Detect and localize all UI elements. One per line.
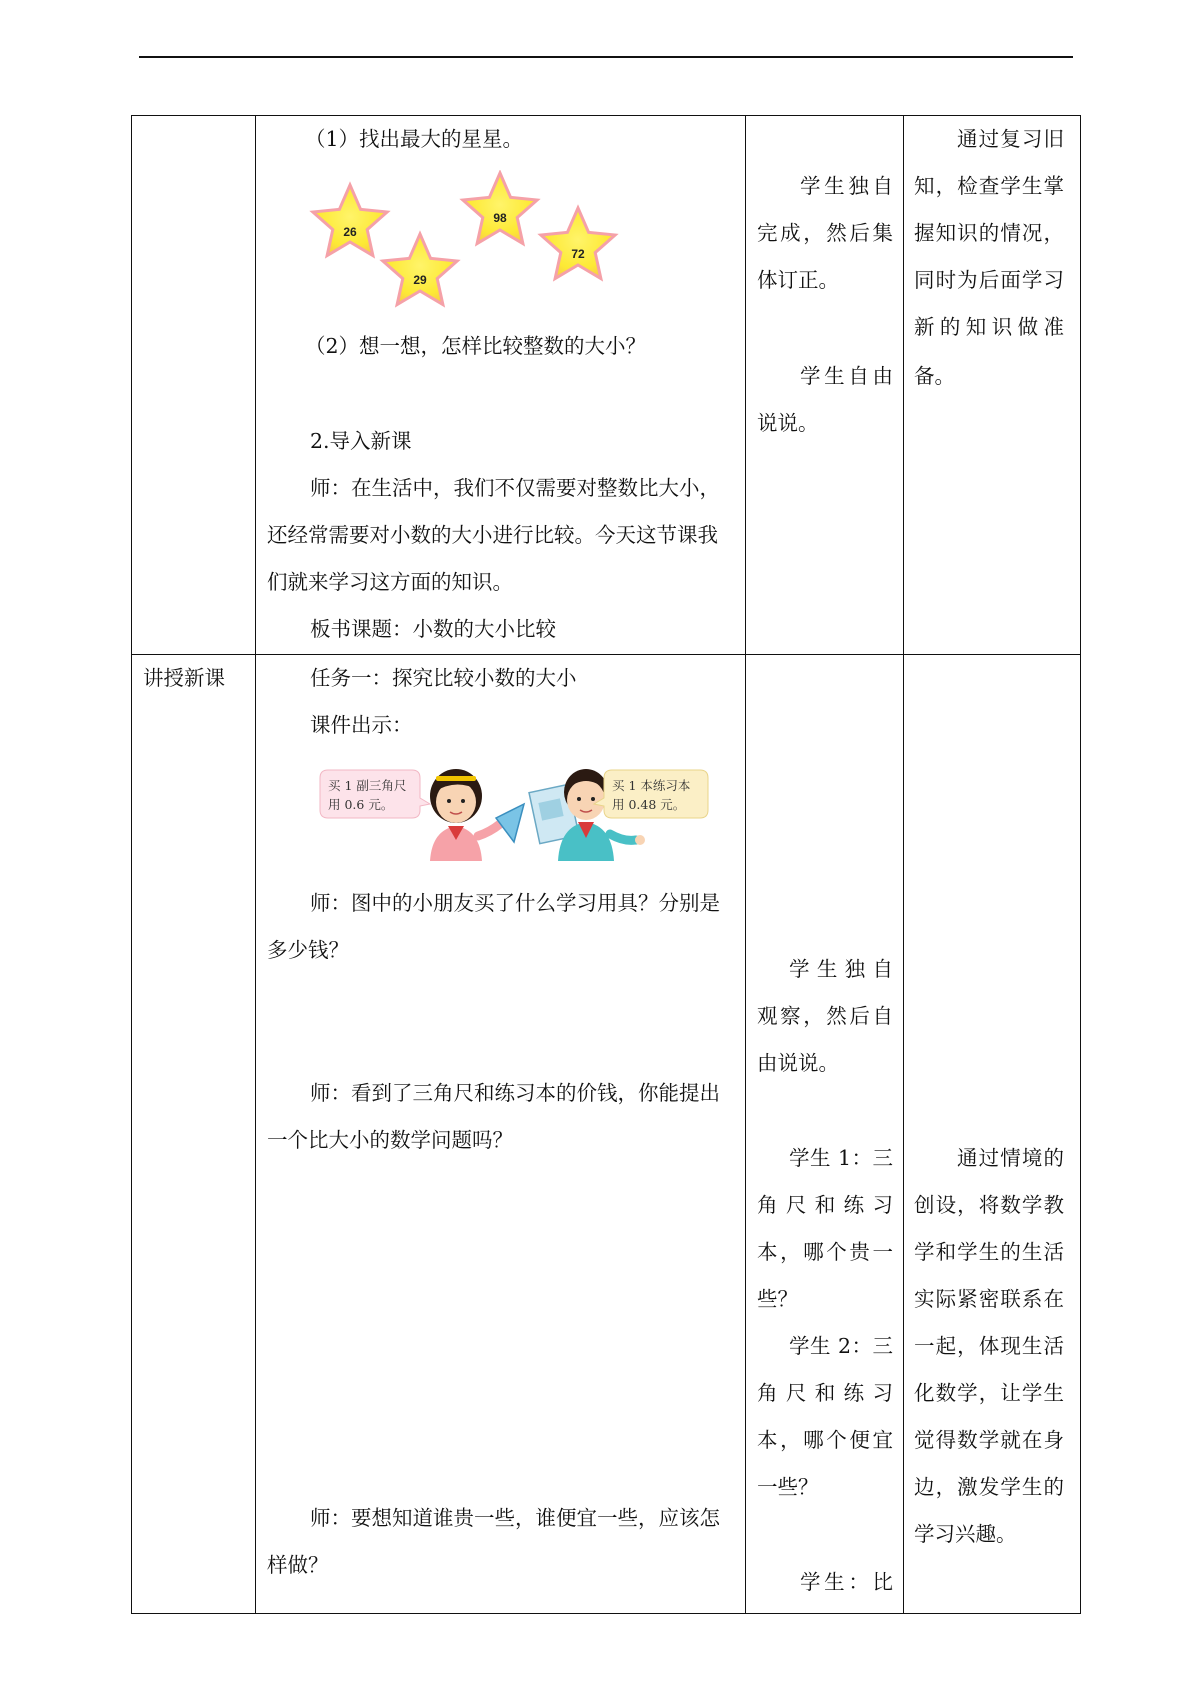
teacher-line: 师：看到了三角尺和练习本的价钱，你能提出 (310, 1081, 720, 1105)
design-intent-line: 边，激发学生的 (914, 1475, 1064, 1499)
student-activity-line: 完成，然后集 (757, 221, 893, 245)
column-divider (903, 116, 904, 1613)
student-activity-line: 观察，然后自 (757, 1004, 893, 1028)
student-activity-line: 本，哪个便宜 (757, 1428, 893, 1452)
design-intent-line: 学习兴趣。 (914, 1522, 1017, 1546)
section-label: 讲授新课 (143, 666, 225, 690)
student-activity-line: 体订正。 (757, 268, 839, 292)
student-activity-line: 角尺和练习 (757, 1193, 893, 1217)
student-activity-line: 学生自由 (800, 364, 893, 388)
stars-figure (300, 170, 640, 320)
girl-figure (430, 769, 500, 861)
bubble-text: 买 1 副三角尺 (328, 778, 407, 793)
row-divider (132, 654, 1080, 655)
design-intent-line: 握知识的情况， (914, 221, 1064, 245)
review-item-1: （1）找出最大的星星。 (305, 127, 524, 151)
bubble-text: 用 0.6 元。 (328, 797, 394, 812)
student-activity-line: 学生独自 (789, 957, 893, 981)
teacher-line: 一个比大小的数学问题吗？ (267, 1128, 513, 1152)
design-intent-line: 觉得数学就在身 (914, 1428, 1064, 1452)
shopping-illustration (318, 760, 710, 862)
review-item-2: （2）想一想，怎样比较整数的大小？ (305, 334, 647, 358)
design-intent-line: 创设，将数学教 (914, 1193, 1064, 1217)
speech-bubble-left (320, 770, 430, 818)
teacher-line: 师：图中的小朋友买了什么学习用具？分别是 (310, 891, 720, 915)
design-intent-line: 通过复习旧 (957, 127, 1064, 151)
star-label: 98 (493, 211, 507, 225)
header-rule (139, 56, 1073, 58)
student-activity-line: 学生：比 (800, 1570, 893, 1594)
student-activity-line: 角尺和练习 (757, 1381, 893, 1405)
star-label: 29 (413, 273, 427, 287)
design-intent-line: 新的知识做准 (914, 315, 1064, 339)
student-activity-line: 由说说。 (757, 1051, 839, 1075)
triangle-ruler-icon (496, 804, 524, 842)
teacher-line: 还经常需要对小数的大小进行比较。今天这节课我 (267, 523, 718, 547)
design-intent-line: 学和学生的生活 (914, 1240, 1064, 1264)
student-activity-line: 说说。 (757, 411, 819, 435)
student-activity-line: 一些？ (757, 1475, 819, 1499)
student-activity-line: 学生 1：三 (789, 1146, 893, 1170)
column-divider (745, 116, 746, 1613)
design-intent-line: 同时为后面学习 (914, 268, 1064, 292)
star-icon (383, 234, 457, 305)
design-intent-line: 实际紧密联系在 (914, 1287, 1064, 1311)
teacher-line: 师：要想知道谁贵一些，谁便宜一些，应该怎 (310, 1506, 720, 1530)
star-label: 72 (571, 247, 585, 261)
board-title: 板书课题：小数的大小比较 (310, 617, 556, 641)
design-intent-line: 备。 (914, 364, 955, 388)
design-intent-line: 知，检查学生掌 (914, 174, 1064, 198)
teacher-line: 们就来学习这方面的知识。 (267, 570, 513, 594)
teacher-line: 样做？ (267, 1553, 329, 1577)
teacher-line: 多少钱？ (267, 938, 349, 962)
column-divider (255, 116, 256, 1613)
star-icon (541, 208, 615, 279)
star-icon (313, 185, 387, 256)
student-activity-line: 学生独自 (800, 174, 893, 198)
student-activity-line: 本，哪个贵一 (757, 1240, 893, 1264)
design-intent-line: 化数学，让学生 (914, 1381, 1064, 1405)
courseware-label: 课件出示： (310, 713, 413, 737)
star-icon (463, 173, 537, 244)
speech-bubble-right (594, 770, 708, 818)
task-heading: 任务一：探究比较小数的大小 (310, 666, 577, 690)
star-label: 26 (343, 225, 357, 239)
student-activity-line: 学生 2：三 (789, 1334, 893, 1358)
design-intent-line: 一起，体现生活 (914, 1334, 1064, 1358)
bubble-text: 买 1 本练习本 (612, 778, 691, 793)
teacher-line: 师：在生活中，我们不仅需要对整数比大小， (310, 476, 720, 500)
section-heading: 2.导入新课 (310, 429, 412, 453)
student-activity-line: 些？ (757, 1287, 798, 1311)
design-intent-line: 通过情境的 (957, 1146, 1064, 1170)
bubble-text: 用 0.48 元。 (612, 797, 686, 812)
